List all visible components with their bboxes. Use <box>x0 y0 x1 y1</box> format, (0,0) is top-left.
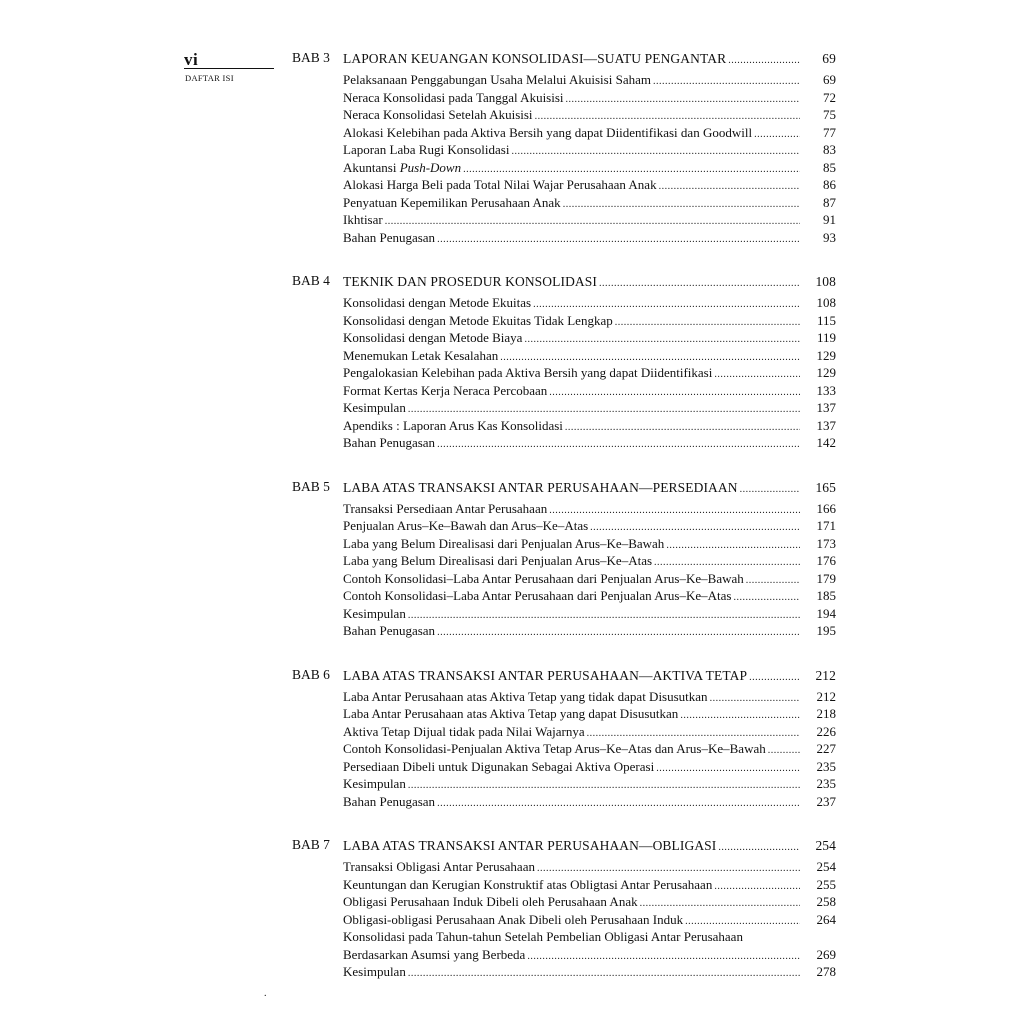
toc-entry[interactable] <box>343 417 836 435</box>
toc-entry[interactable] <box>343 159 836 177</box>
toc-entry-title: Menemukan Letak Kesalahan <box>343 347 499 363</box>
toc-entry[interactable] <box>343 740 836 758</box>
toc-entry-title: Penjualan Arus–Ke–Bawah dan Arus–Ke–Atas <box>343 518 589 533</box>
toc-chapter <box>290 836 836 981</box>
chapter-page-number: 254 <box>815 838 836 853</box>
toc-entry-title: Apendiks : Laporan Arus Kas Konsolidasi <box>343 417 563 433</box>
stray-mark: . <box>264 988 267 999</box>
page-number: vi <box>184 50 199 69</box>
toc-entry-page: 179 <box>816 570 836 586</box>
chapter-label: BAB 7 <box>292 837 330 852</box>
toc-entry-title: Akuntansi Push-Down <box>343 159 462 175</box>
dot-leader <box>740 480 800 499</box>
toc-entry-page: 254 <box>816 859 836 874</box>
toc-entry-page: 194 <box>816 605 836 621</box>
toc-entry-title: Contoh Konsolidasi-Penjualan Aktiva Tetap Arus–Ke–Atas dan Arus–Ke–Bawah <box>343 741 766 756</box>
toc-entry-page: 142 <box>816 435 836 450</box>
toc-entry-title: Neraca Konsolidasi pada Tanggal Akuisisi <box>343 89 564 105</box>
toc-entry-page: 185 <box>816 588 836 603</box>
toc-entry-title: Laba yang Belum Direalisasi dari Penjualan Arus–Ke–Bawah <box>343 535 665 551</box>
toc-entry[interactable] <box>343 775 836 793</box>
toc-entry-title: Alokasi Harga Beli pada Total Nilai Wajar Perusahaan Anak <box>343 177 657 192</box>
dot-leader <box>437 231 800 249</box>
toc-entry-title: Laba Antar Perusahaan atas Aktiva Tetap yang tidak dapat Disusutkan <box>343 688 708 704</box>
toc-entry-page: 173 <box>816 535 836 551</box>
toc-entry[interactable] <box>343 294 836 312</box>
toc-entry[interactable] <box>343 552 836 570</box>
toc-entry-page: 86 <box>823 177 836 192</box>
toc-entry-title: Penyatuan Kepemilikan Perusahaan Anak <box>343 194 561 210</box>
toc-chapter <box>290 272 836 452</box>
toc-entry-title: Bahan Penugasan <box>343 435 436 450</box>
toc-entry[interactable] <box>343 535 836 553</box>
toc-entry[interactable] <box>343 858 836 876</box>
toc-entry[interactable] <box>343 893 836 911</box>
toc-entry[interactable] <box>343 517 836 535</box>
toc-entry-title: Konsolidasi pada Tahun-tahun Setelah Pembelian Obligasi Antar Perusahaan <box>343 929 743 944</box>
toc-entry-title: Laporan Laba Rugi Konsolidasi <box>343 142 510 157</box>
chapter-label: BAB 3 <box>292 50 330 65</box>
toc-entry-page: 129 <box>816 347 836 363</box>
toc-entry-page: 212 <box>816 688 836 704</box>
dot-leader <box>437 624 800 642</box>
toc-entry[interactable] <box>343 911 836 929</box>
toc-entry[interactable] <box>343 382 836 400</box>
running-head: DAFTAR ISI <box>185 73 234 83</box>
toc-entry-title: Contoh Konsolidasi–Laba Antar Perusahaan dari Penjualan Arus–Ke–Atas <box>343 588 732 603</box>
chapter-title: LAPORAN KEUANGAN KONSOLIDASI—SUATU PENGANTAR <box>343 51 727 66</box>
chapter-heading[interactable] <box>343 49 836 68</box>
dot-leader <box>718 838 800 857</box>
chapter-page-number: 108 <box>815 274 836 289</box>
toc-entry-title: Transaksi Obligasi Antar Perusahaan <box>343 859 535 874</box>
toc-entry[interactable] <box>343 364 836 382</box>
chapter-title: LABA ATAS TRANSAKSI ANTAR PERUSAHAAN—PERSEDIAAN <box>343 479 738 495</box>
table-of-contents <box>290 49 836 1007</box>
toc-chapter <box>290 478 836 640</box>
toc-entry-title: Neraca Konsolidasi Setelah Akuisisi <box>343 107 533 122</box>
toc-entry[interactable] <box>343 106 836 124</box>
toc-entry-title: Persediaan Dibeli untuk Digunakan Sebagai Aktiva Operasi <box>343 758 655 774</box>
toc-entry-title: Contoh Konsolidasi–Laba Antar Perusahaan dari Penjualan Arus–Ke–Bawah <box>343 570 744 586</box>
toc-entry-page: 176 <box>816 553 836 568</box>
toc-chapter <box>290 49 836 246</box>
toc-entry[interactable] <box>343 211 836 229</box>
chapter-title: TEKNIK DAN PROSEDUR KONSOLIDASI <box>343 274 597 289</box>
toc-entry-page: 77 <box>823 124 836 140</box>
dot-leader <box>437 436 800 454</box>
toc-entry-page: 137 <box>816 417 836 433</box>
chapter-page-number: 212 <box>815 667 836 683</box>
toc-entry-title: Bahan Penugasan <box>343 229 436 245</box>
toc-entry-title: Format Kertas Kerja Neraca Percobaan <box>343 382 548 398</box>
toc-entry[interactable] <box>343 963 836 981</box>
toc-entry-title: Kesimpulan <box>343 964 406 979</box>
toc-entry-title: Berdasarkan Asumsi yang Berbeda <box>343 946 526 962</box>
dot-leader <box>749 668 800 687</box>
chapter-heading[interactable] <box>343 478 836 497</box>
toc-entry[interactable] <box>343 229 836 247</box>
toc-entry[interactable] <box>343 71 836 89</box>
toc-entry-page: 129 <box>816 365 836 380</box>
toc-entry-page: 227 <box>816 741 836 756</box>
toc-entry-title: Kesimpulan <box>343 605 406 621</box>
toc-entry-page: 83 <box>823 142 836 157</box>
toc-entry-page: 278 <box>816 964 836 979</box>
toc-entry[interactable] <box>343 928 836 946</box>
toc-entry-title: Bahan Penugasan <box>343 793 436 809</box>
chapter-heading[interactable] <box>343 836 836 855</box>
toc-entry-page: 226 <box>816 723 836 739</box>
chapter-label: BAB 5 <box>292 478 330 494</box>
toc-entry-page: 108 <box>816 295 836 310</box>
toc-entry-title: Obligasi Perusahaan Induk Dibeli oleh Perusahaan Anak <box>343 894 638 909</box>
toc-entry-page: 137 <box>816 400 836 415</box>
toc-entry-page: 269 <box>816 946 836 962</box>
toc-entry[interactable] <box>343 622 836 640</box>
toc-entry-title: Konsolidasi dengan Metode Biaya <box>343 330 523 345</box>
toc-entry-page: 115 <box>816 312 836 328</box>
toc-entry-title: Kesimpulan <box>343 400 406 415</box>
toc-entry-title: Alokasi Kelebihan pada Aktiva Bersih yang dapat Diidentifikasi dan Goodwill <box>343 124 753 140</box>
toc-entry-title: Laba Antar Perusahaan atas Aktiva Tetap yang dapat Disusutkan <box>343 706 679 721</box>
toc-entry-page: 195 <box>816 623 836 638</box>
header-rule <box>184 68 274 69</box>
toc-entry[interactable] <box>343 605 836 623</box>
toc-entry[interactable] <box>343 570 836 588</box>
toc-entry-title: Aktiva Tetap Dijual tidak pada Nilai Wajarnya <box>343 723 585 739</box>
toc-entry[interactable] <box>343 347 836 365</box>
toc-entry-page: 258 <box>816 894 836 909</box>
toc-entry-page: 93 <box>823 229 836 245</box>
chapter-page-number: 165 <box>815 479 836 495</box>
toc-entry-page: 75 <box>823 107 836 122</box>
toc-entry-title: Pengalokasian Kelebihan pada Aktiva Bersih yang dapat Diidentifikasi <box>343 365 713 380</box>
toc-entry[interactable] <box>343 434 836 452</box>
toc-entry[interactable] <box>343 793 836 811</box>
chapter-page-number: 69 <box>822 51 836 66</box>
toc-entry-title: Konsolidasi dengan Metode Ekuitas Tidak Lengkap <box>343 312 613 328</box>
toc-entry[interactable] <box>343 705 836 723</box>
chapter-heading[interactable] <box>343 666 836 685</box>
toc-entry[interactable] <box>343 141 836 159</box>
toc-entry-page: 171 <box>816 518 836 533</box>
toc-entry-title: Keuntungan dan Kerugian Konstruktif atas Obligtasi Antar Perusahaan <box>343 876 713 892</box>
toc-entry-page: 235 <box>816 758 836 774</box>
chapter-heading[interactable] <box>343 272 836 291</box>
toc-entry[interactable] <box>343 500 836 518</box>
toc-entry[interactable] <box>343 587 836 605</box>
toc-entry-title: Bahan Penugasan <box>343 623 436 638</box>
toc-entry-page: 237 <box>816 793 836 809</box>
toc-entry[interactable] <box>343 312 836 330</box>
toc-entry[interactable] <box>343 399 836 417</box>
toc-entry-page: 87 <box>823 194 836 210</box>
toc-entry-page: 69 <box>823 72 836 87</box>
toc-entry-page: 119 <box>816 330 836 345</box>
toc-entry-page: 255 <box>816 876 836 892</box>
toc-entry-title: Laba yang Belum Direalisasi dari Penjualan Arus–Ke–Atas <box>343 553 653 568</box>
toc-entry[interactable] <box>343 124 836 142</box>
chapter-label: BAB 6 <box>292 666 330 682</box>
dot-leader <box>599 274 800 293</box>
toc-entry-page: 218 <box>816 706 836 721</box>
toc-entry-title: Kesimpulan <box>343 776 406 791</box>
toc-entry-page: 133 <box>816 382 836 398</box>
dot-leader <box>728 51 800 70</box>
toc-entry[interactable] <box>343 688 836 706</box>
toc-entry-page: 166 <box>816 500 836 516</box>
chapter-label: BAB 4 <box>292 273 330 288</box>
toc-entry-page: 91 <box>823 212 836 227</box>
toc-entry-title: Konsolidasi dengan Metode Ekuitas <box>343 295 532 310</box>
toc-chapter <box>290 666 836 811</box>
toc-entry-title: Transaksi Persediaan Antar Perusahaan <box>343 500 548 516</box>
toc-entry-title: Obligasi-obligasi Perusahaan Anak Dibeli oleh Perusahaan Induk <box>343 911 684 927</box>
chapter-title: LABA ATAS TRANSAKSI ANTAR PERUSAHAAN—AKTIVA TETAP <box>343 667 748 683</box>
dot-leader <box>437 795 800 813</box>
dot-leader <box>408 965 800 983</box>
toc-entry[interactable] <box>343 876 836 894</box>
toc-entry[interactable] <box>343 329 836 347</box>
toc-entry[interactable] <box>343 946 836 964</box>
toc-entry[interactable] <box>343 194 836 212</box>
toc-entry[interactable] <box>343 758 836 776</box>
chapter-title: LABA ATAS TRANSAKSI ANTAR PERUSAHAAN—OBLIGASI <box>343 838 717 853</box>
toc-entry-page: 85 <box>823 159 836 175</box>
toc-entry-page: 264 <box>816 911 836 927</box>
toc-entry[interactable] <box>343 89 836 107</box>
toc-entry[interactable] <box>343 723 836 741</box>
toc-entry-page: 72 <box>823 89 836 105</box>
toc-entry-title: Ikhtisar <box>343 212 383 227</box>
toc-entry-page: 235 <box>816 776 836 791</box>
toc-entry[interactable] <box>343 176 836 194</box>
toc-entry-title: Pelaksanaan Penggabungan Usaha Melalui Akuisisi Saham <box>343 72 651 87</box>
